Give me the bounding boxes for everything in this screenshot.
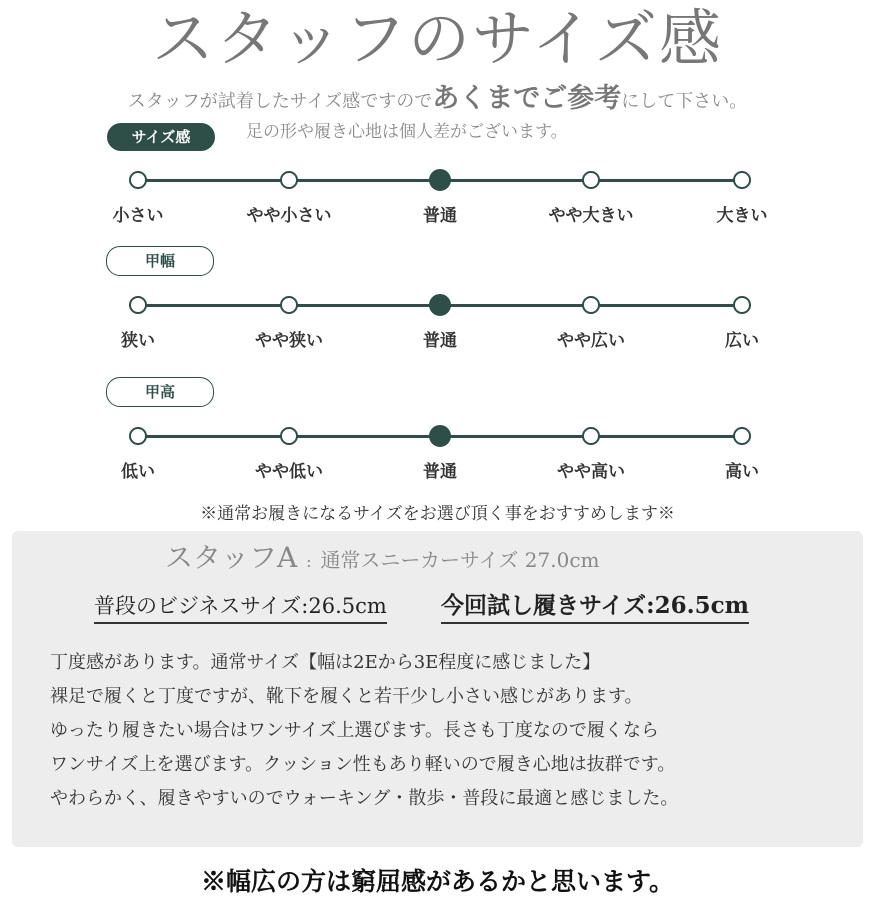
subtitle-emphasis: あくまでご参考 [432,83,622,114]
scale-point [733,427,751,445]
scale-point [582,296,600,314]
review-line: ワンサイズ上を選びます。クッション性もあり軽いので履き心地は抜群です。 [50,754,676,775]
tried-size: 今回試し履きサイズ:26.5cm [441,590,749,624]
scale-option-label: 普通 [423,331,457,351]
scale-point [733,296,751,314]
scale-option-label: 高い [725,462,759,482]
scale-option-label: やや小さい [246,206,332,226]
scale-option-label: 大きい [716,206,768,226]
scale-point [129,296,147,314]
scale-option-label: やや大きい [548,206,634,226]
review-line: 丁度感があります。通常サイズ【幅は2Eから3E程度に感じました】 [50,652,601,673]
size-feel-scale [0,180,875,240]
scale-point [129,427,147,445]
review-line: 裸足で履くと丁度ですが、靴下を履くと若干少し小さい感じがあります。 [50,686,643,707]
staff-review-text [50,646,678,816]
scale-option-label: 低い [121,462,155,482]
subtitle-after: にして下さい。 [621,91,748,112]
scale-option-label: 小さい [112,206,164,226]
staff-separator: : [306,552,312,571]
scale-point [280,296,298,314]
size-recommendation: ※通常お履きになるサイズをお選び頂く事をおすすめします※ [200,504,675,524]
scale-point [129,171,147,189]
scale-option-label: 普通 [423,462,457,482]
scale-point-selected [429,294,451,316]
scale-option-label: 広い [725,331,759,351]
subtitle-before: スタッフが試着したサイズ感ですので [127,91,433,112]
instep-height-scale [0,436,875,496]
instep-width-scale [0,305,875,365]
scale-point [582,171,600,189]
scale-option-label: やや広い [557,331,625,351]
scale-option-label: 狭い [121,331,155,351]
staff-usual-size: 通常スニーカーサイズ 27.0cm [320,548,600,572]
scale-point-selected [429,169,451,191]
scale-point [280,427,298,445]
staff-name: スタッフA [165,541,298,574]
page-title: スタッフのサイズ感 [151,2,724,75]
scale-option-label: やや低い [255,462,323,482]
wide-feet-warning: ※幅広の方は窮屈感があるかと思います。 [200,867,674,896]
scale-option-label: やや高い [557,462,625,482]
scale-option-label: やや狭い [255,331,323,351]
business-size: 普段のビジネスサイズ:26.5cm [94,590,387,624]
size-feel-label: サイズ感 [107,123,215,151]
instep-height-label: 甲高 [106,377,214,407]
scale-point-selected [429,425,451,447]
scale-point [280,171,298,189]
review-line: やわらかく、履きやすいのでウォーキング・散歩・普段に最適と感じました。 [50,788,679,809]
review-line: ゆったり履きたい場合はワンサイズ上選びます。長さも丁度なので履くなら [50,720,659,741]
scale-point [733,171,751,189]
scale-option-label: 普通 [423,206,457,226]
individual-difference-note: 足の形や履き心地は個人差がございます。 [246,122,568,142]
scale-point [582,427,600,445]
staff-heading [165,536,600,584]
subtitle [0,82,875,119]
instep-width-label: 甲幅 [106,246,214,276]
